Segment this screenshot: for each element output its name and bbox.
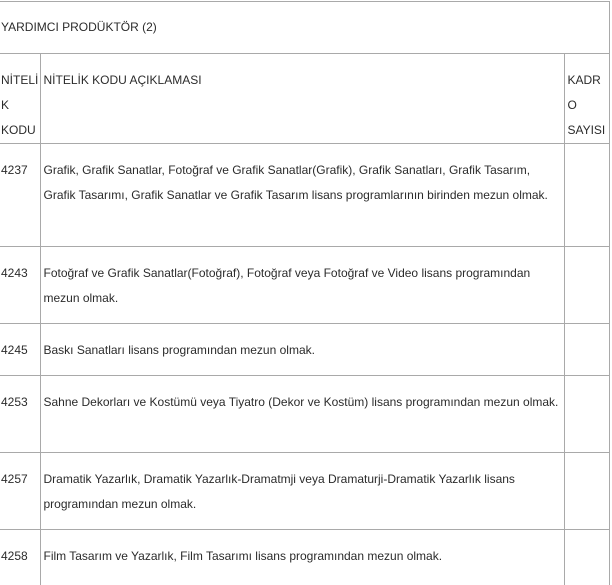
- header-count-line1: KADRO: [567, 73, 601, 112]
- table-row: [0, 376, 610, 453]
- table-row: [0, 530, 610, 585]
- table-caption-row: [0, 2, 610, 54]
- row-code: 4237: [0, 144, 41, 247]
- table-row: [0, 144, 610, 247]
- table-caption: YARDIMCI PRODÜKTÖR (2): [0, 2, 610, 54]
- header-code-line1: NİTELİK: [1, 73, 39, 112]
- row-count: [565, 530, 610, 585]
- row-description: Film Tasarım ve Yazarlık, Film Tasarımı lisans programından mezun olmak.: [41, 530, 565, 585]
- row-count: [565, 247, 610, 324]
- header-count: [565, 54, 610, 144]
- table-row: [0, 453, 610, 530]
- row-description: Sahne Dekorları ve Kostümü veya Tiyatro (Dekor ve Kostüm) lisans programından mezun olmak.: [41, 376, 565, 453]
- header-count-line2: SAYISI: [567, 123, 606, 137]
- row-description: Grafik, Grafik Sanatlar, Fotoğraf ve Grafik Sanatlar(Grafik), Grafik Sanatları, Grafik Tasarım, Grafik Tasarımı, Grafik Sanatlar ve Grafik Tasarım lisans programlarının birinden mezun olmak.: [41, 144, 565, 247]
- row-code: 4258: [0, 530, 41, 585]
- header-description: NİTELİK KODU AÇIKLAMASI: [41, 54, 565, 144]
- table-header-row: [0, 54, 610, 144]
- row-code: 4243: [0, 247, 41, 324]
- row-code: 4245: [0, 324, 41, 376]
- row-description: Baskı Sanatları lisans programından mezun olmak.: [41, 324, 565, 376]
- row-count: [565, 324, 610, 376]
- row-count: [565, 376, 610, 453]
- row-count: [565, 144, 610, 247]
- row-description: Fotoğraf ve Grafik Sanatlar(Fotoğraf), Fotoğraf veya Fotoğraf ve Video lisans programından mezun olmak.: [41, 247, 565, 324]
- row-count: [565, 453, 610, 530]
- qualification-table: [0, 1, 610, 585]
- row-code: 4253: [0, 376, 41, 453]
- header-code: [0, 54, 41, 144]
- row-code: 4257: [0, 453, 41, 530]
- table-row: [0, 324, 610, 376]
- header-code-line2: KODU: [1, 123, 36, 137]
- table-row: [0, 247, 610, 324]
- row-description: Dramatik Yazarlık, Dramatik Yazarlık-Dramatmji veya Dramaturji-Dramatik Yazarlık lisans programından mezun olmak.: [41, 453, 565, 530]
